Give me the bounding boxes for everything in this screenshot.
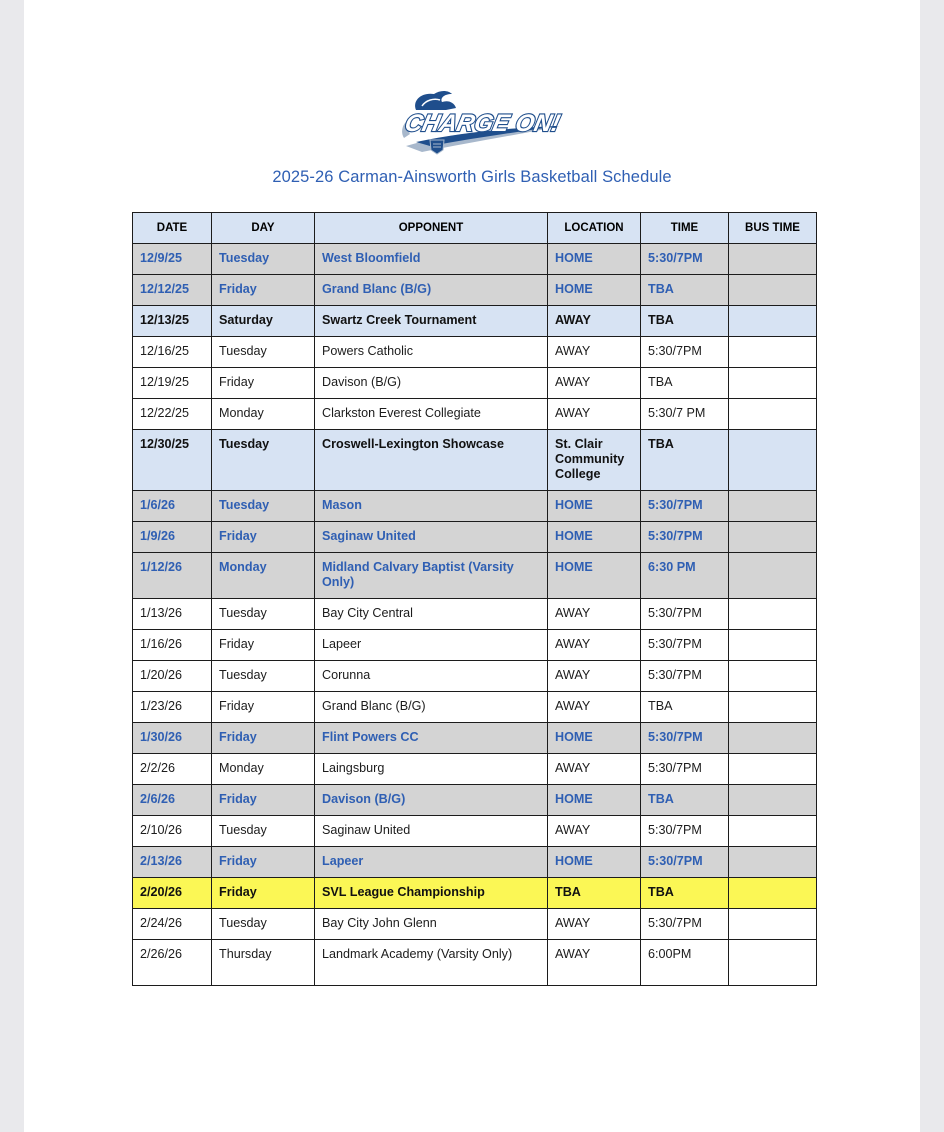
location-cell: AWAY [548, 909, 641, 940]
time-cell: 5:30/7PM [641, 337, 729, 368]
date-cell: 1/23/26 [133, 692, 212, 723]
location-cell: TBA [548, 878, 641, 909]
time-cell: 6:00PM [641, 940, 729, 986]
bus-time-cell [729, 878, 817, 909]
table-row [133, 909, 817, 940]
opponent-cell: Saginaw United [315, 816, 548, 847]
bus-time-cell [729, 368, 817, 399]
opponent-cell: SVL League Championship [315, 878, 548, 909]
day-cell: Saturday [212, 306, 315, 337]
date-cell: 1/12/26 [133, 553, 212, 599]
bus-time-cell [729, 337, 817, 368]
date-cell: 1/6/26 [133, 491, 212, 522]
date-cell: 12/19/25 [133, 368, 212, 399]
day-cell: Friday [212, 522, 315, 553]
day-cell: Friday [212, 847, 315, 878]
table-row [133, 430, 817, 491]
time-cell: 5:30/7PM [641, 816, 729, 847]
opponent-cell: Lapeer [315, 630, 548, 661]
time-cell: 5:30/7PM [641, 847, 729, 878]
date-cell: 12/13/25 [133, 306, 212, 337]
opponent-cell: Swartz Creek Tournament [315, 306, 548, 337]
table-row [133, 337, 817, 368]
bus-time-cell [729, 306, 817, 337]
table-row [133, 522, 817, 553]
location-cell: HOME [548, 522, 641, 553]
time-cell: 5:30/7PM [641, 909, 729, 940]
opponent-cell: Landmark Academy (Varsity Only) [315, 940, 548, 986]
table-row [133, 630, 817, 661]
location-cell: HOME [548, 553, 641, 599]
table-row [133, 491, 817, 522]
opponent-cell: Clarkston Everest Collegiate [315, 399, 548, 430]
time-cell: 5:30/7PM [641, 754, 729, 785]
opponent-cell: Saginaw United [315, 522, 548, 553]
logo-text: CHARGE ON! [402, 110, 563, 137]
table-row [133, 723, 817, 754]
table-row [133, 878, 817, 909]
table-row [133, 940, 817, 986]
bus-time-cell [729, 491, 817, 522]
bus-time-cell [729, 599, 817, 630]
date-cell: 2/13/26 [133, 847, 212, 878]
time-cell: TBA [641, 878, 729, 909]
time-cell: 5:30/7PM [641, 244, 729, 275]
bus-time-cell [729, 553, 817, 599]
opponent-cell: Croswell-Lexington Showcase [315, 430, 548, 491]
location-cell: HOME [548, 491, 641, 522]
bus-time-cell [729, 909, 817, 940]
opponent-cell: West Bloomfield [315, 244, 548, 275]
time-cell: TBA [641, 368, 729, 399]
table-row [133, 816, 817, 847]
day-cell: Tuesday [212, 244, 315, 275]
date-cell: 2/20/26 [133, 878, 212, 909]
table-row [133, 754, 817, 785]
day-cell: Thursday [212, 940, 315, 986]
bus-time-cell [729, 244, 817, 275]
time-cell: 5:30/7PM [641, 630, 729, 661]
table-row [133, 368, 817, 399]
date-cell: 1/16/26 [133, 630, 212, 661]
day-cell: Tuesday [212, 816, 315, 847]
column-header-location: LOCATION [548, 213, 641, 244]
table-row [133, 275, 817, 306]
column-header-opponent: OPPONENT [315, 213, 548, 244]
location-cell: AWAY [548, 306, 641, 337]
table-row [133, 399, 817, 430]
bus-time-cell [729, 754, 817, 785]
location-cell: AWAY [548, 940, 641, 986]
location-cell: HOME [548, 275, 641, 306]
location-cell: HOME [548, 847, 641, 878]
date-cell: 12/16/25 [133, 337, 212, 368]
bus-time-cell [729, 399, 817, 430]
day-cell: Monday [212, 399, 315, 430]
day-cell: Monday [212, 553, 315, 599]
bus-time-cell [729, 630, 817, 661]
opponent-cell: Powers Catholic [315, 337, 548, 368]
time-cell: TBA [641, 306, 729, 337]
table-row [133, 553, 817, 599]
opponent-cell: Bay City John Glenn [315, 909, 548, 940]
location-cell: AWAY [548, 754, 641, 785]
column-header-time: TIME [641, 213, 729, 244]
table-row [133, 244, 817, 275]
time-cell: 5:30/7PM [641, 661, 729, 692]
location-cell: AWAY [548, 599, 641, 630]
date-cell: 12/9/25 [133, 244, 212, 275]
opponent-cell: Mason [315, 491, 548, 522]
opponent-cell: Davison (B/G) [315, 785, 548, 816]
bus-time-cell [729, 430, 817, 491]
opponent-cell: Corunna [315, 661, 548, 692]
time-cell: TBA [641, 692, 729, 723]
bus-time-cell [729, 847, 817, 878]
date-cell: 2/2/26 [133, 754, 212, 785]
time-cell: 5:30/7PM [641, 491, 729, 522]
opponent-cell: Grand Blanc (B/G) [315, 692, 548, 723]
location-cell: AWAY [548, 337, 641, 368]
column-header-date: DATE [133, 213, 212, 244]
day-cell: Friday [212, 785, 315, 816]
time-cell: TBA [641, 275, 729, 306]
opponent-cell: Flint Powers CC [315, 723, 548, 754]
date-cell: 1/9/26 [133, 522, 212, 553]
day-cell: Tuesday [212, 661, 315, 692]
schedule-body [133, 244, 817, 986]
day-cell: Friday [212, 692, 315, 723]
day-cell: Tuesday [212, 491, 315, 522]
date-cell: 12/22/25 [133, 399, 212, 430]
location-cell: AWAY [548, 816, 641, 847]
day-cell: Friday [212, 878, 315, 909]
table-row [133, 599, 817, 630]
location-cell: HOME [548, 723, 641, 754]
day-cell: Tuesday [212, 430, 315, 491]
day-cell: Tuesday [212, 909, 315, 940]
location-cell: AWAY [548, 630, 641, 661]
bus-time-cell [729, 723, 817, 754]
bus-time-cell [729, 692, 817, 723]
opponent-cell: Davison (B/G) [315, 368, 548, 399]
opponent-cell: Grand Blanc (B/G) [315, 275, 548, 306]
location-cell: AWAY [548, 692, 641, 723]
schedule-table [132, 212, 817, 986]
day-cell: Monday [212, 754, 315, 785]
location-cell: AWAY [548, 661, 641, 692]
opponent-cell: Laingsburg [315, 754, 548, 785]
bus-time-cell [729, 816, 817, 847]
table-row [133, 661, 817, 692]
charge-on-logo [382, 88, 582, 160]
location-cell: St. Clair Community College [548, 430, 641, 491]
day-cell: Friday [212, 275, 315, 306]
opponent-cell: Bay City Central [315, 599, 548, 630]
date-cell: 2/10/26 [133, 816, 212, 847]
day-cell: Friday [212, 723, 315, 754]
table-row [133, 306, 817, 337]
bus-time-cell [729, 522, 817, 553]
bus-time-cell [729, 785, 817, 816]
time-cell: TBA [641, 785, 729, 816]
time-cell: 5:30/7PM [641, 723, 729, 754]
time-cell: TBA [641, 430, 729, 491]
column-header-day: DAY [212, 213, 315, 244]
table-row [133, 785, 817, 816]
opponent-cell: Midland Calvary Baptist (Varsity Only) [315, 553, 548, 599]
date-cell: 12/12/25 [133, 275, 212, 306]
table-header-row [133, 213, 817, 244]
date-cell: 12/30/25 [133, 430, 212, 491]
document-page [24, 0, 920, 1132]
location-cell: HOME [548, 785, 641, 816]
time-cell: 5:30/7PM [641, 599, 729, 630]
opponent-cell: Lapeer [315, 847, 548, 878]
time-cell: 5:30/7PM [641, 522, 729, 553]
table-row [133, 847, 817, 878]
date-cell: 1/30/26 [133, 723, 212, 754]
date-cell: 2/26/26 [133, 940, 212, 986]
location-cell: HOME [548, 244, 641, 275]
date-cell: 2/6/26 [133, 785, 212, 816]
day-cell: Tuesday [212, 337, 315, 368]
date-cell: 1/20/26 [133, 661, 212, 692]
date-cell: 1/13/26 [133, 599, 212, 630]
time-cell: 6:30 PM [641, 553, 729, 599]
day-cell: Friday [212, 630, 315, 661]
column-header-bus-time: BUS TIME [729, 213, 817, 244]
bus-time-cell [729, 275, 817, 306]
schedule-title: 2025-26 Carman-Ainsworth Girls Basketball Schedule [272, 168, 672, 186]
location-cell: AWAY [548, 368, 641, 399]
day-cell: Friday [212, 368, 315, 399]
bus-time-cell [729, 661, 817, 692]
table-row [133, 692, 817, 723]
date-cell: 2/24/26 [133, 909, 212, 940]
location-cell: AWAY [548, 399, 641, 430]
bus-time-cell [729, 940, 817, 986]
time-cell: 5:30/7 PM [641, 399, 729, 430]
day-cell: Tuesday [212, 599, 315, 630]
